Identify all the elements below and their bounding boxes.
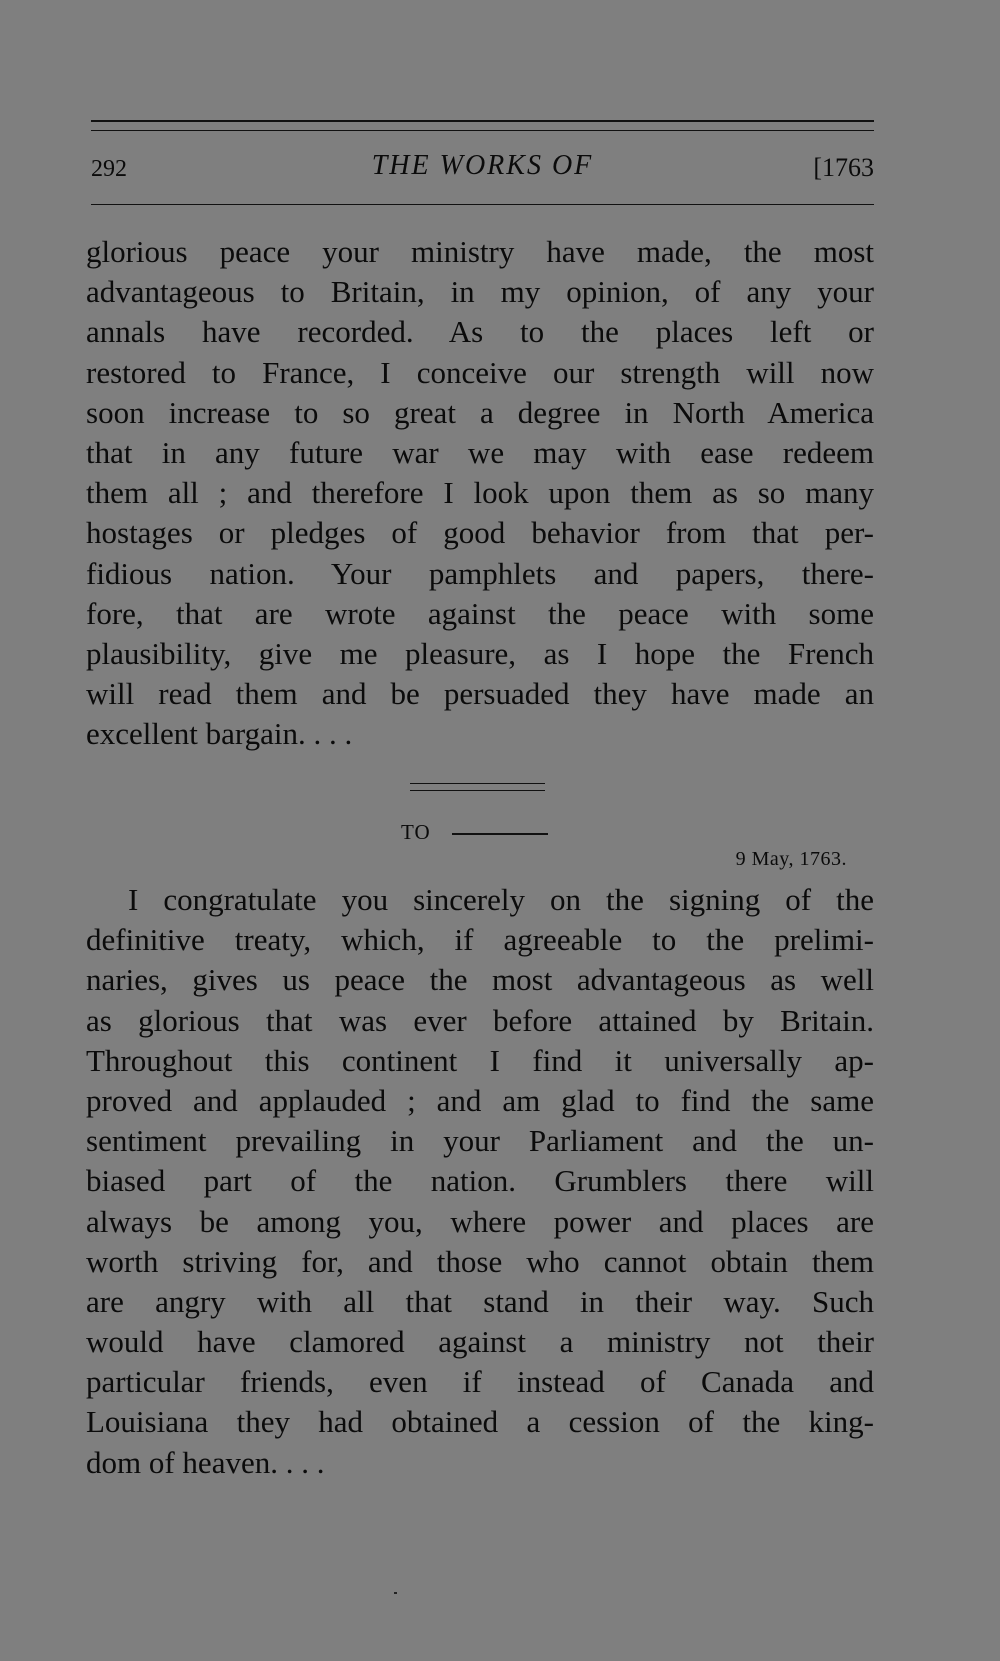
passage-1: [86, 232, 874, 754]
text-line: glorious peace your ministry have made, the most: [86, 234, 874, 269]
text-line: proved and applauded ; and am glad to find the same: [86, 1082, 874, 1118]
text-line: hostages or pledges of good behavior from that per-: [86, 515, 874, 551]
text-line: as glorious that was ever before attained by Britain.: [86, 1002, 874, 1038]
letter-address: TO: [401, 820, 431, 844]
addressee-blank-dash: [452, 833, 548, 835]
text-line: Throughout this continent I find it universally ap-: [86, 1042, 874, 1078]
letter-date: 9 May, 1763.: [735, 848, 847, 870]
text-line: dom of heaven. . . .: [86, 1444, 325, 1480]
text-line: will read them and be persuaded they have made an: [86, 676, 874, 712]
section-separator: [410, 783, 545, 784]
top-rule-thin: [91, 130, 874, 131]
text-line: that in any future war we may with ease redeem: [86, 434, 874, 470]
page-number: 292: [91, 156, 127, 182]
text-line: excellent bargain. . . .: [86, 716, 353, 752]
running-title: THE WORKS OF: [371, 150, 594, 181]
text-line: them all ; and therefore I look upon them as so many: [86, 475, 874, 511]
text-line: biased part of the nation. Grumblers there will: [86, 1163, 874, 1199]
text-line: always be among you, where power and places are: [86, 1203, 874, 1239]
text-line: fidious nation. Your pamphlets and papers, there-: [86, 555, 874, 591]
text-line: are angry with all that stand in their way. Such: [86, 1283, 874, 1319]
text-line: restored to France, I conceive our strength will now: [86, 354, 874, 390]
letter-body: [86, 880, 874, 1483]
text-line: particular friends, even if instead of Canada and: [86, 1364, 874, 1400]
header-rule: [91, 204, 874, 205]
text-line: definitive treaty, which, if agreeable to the prelimi-: [86, 922, 874, 958]
text-line: would have clamored against a ministry not their: [86, 1324, 874, 1360]
text-line: I congratulate you sincerely on the signing of the: [128, 882, 874, 917]
text-line: advantageous to Britain, in my opinion, of any your: [86, 274, 874, 310]
text-line: Louisiana they had obtained a cession of the king-: [86, 1404, 874, 1440]
text-line: fore, that are wrote against the peace with some: [86, 595, 874, 631]
header-year: [1763: [813, 153, 874, 182]
text-line: sentiment prevailing in your Parliament and the un-: [86, 1123, 874, 1159]
text-line: worth striving for, and those who cannot obtain them: [86, 1243, 874, 1279]
text-line: naries, gives us peace the most advantageous as well: [86, 962, 874, 998]
section-separator-thin: [410, 790, 545, 791]
top-rule: [91, 120, 874, 122]
text-line: plausibility, give me pleasure, as I hope the French: [86, 635, 874, 671]
text-line: annals have recorded. As to the places left or: [86, 314, 874, 350]
text-line: soon increase to so great a degree in North America: [86, 394, 874, 430]
running-header: [91, 150, 874, 190]
ink-speck: [394, 1592, 397, 1594]
